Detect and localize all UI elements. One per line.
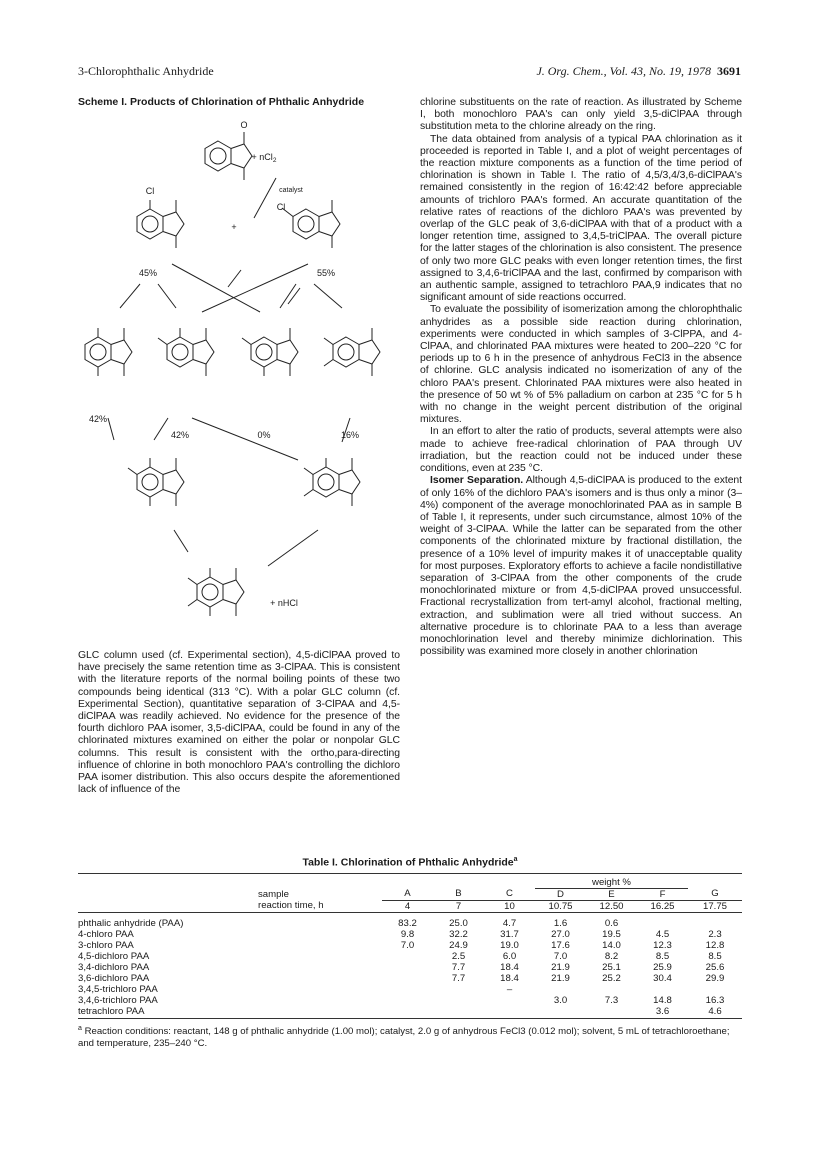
weight-value-cell: 25.2 bbox=[602, 972, 621, 984]
table-spacer-cell bbox=[258, 951, 382, 962]
sample-id-cell: D bbox=[535, 888, 586, 900]
weight-value-cell bbox=[484, 995, 535, 1006]
weight-value-cell: 7.0 bbox=[400, 939, 415, 951]
table-1 bbox=[78, 856, 742, 1050]
sample-label: sample bbox=[258, 888, 289, 900]
3-4-5-trichloro-paa-molecule bbox=[304, 458, 360, 506]
weight-value-cell: 7.7 bbox=[451, 972, 466, 984]
scheme-yield-34: 42% bbox=[170, 430, 190, 440]
weight-value-cell: 8.5 bbox=[708, 950, 722, 962]
weight-value-cell: 21.9 bbox=[551, 961, 570, 973]
scheme-hcl-product: + nHCl bbox=[270, 598, 298, 608]
table-grid bbox=[78, 874, 742, 1017]
compound-name: 3,6-dichloro PAA bbox=[78, 972, 150, 984]
sample-id-cell: A bbox=[382, 888, 433, 900]
scheme-3cl-chlorine: Cl bbox=[145, 186, 155, 196]
weight-value-cell: 19.5 bbox=[602, 928, 621, 940]
weight-value-cell bbox=[382, 1006, 433, 1017]
table-row bbox=[78, 929, 742, 940]
table-row bbox=[78, 951, 742, 962]
weight-value-cell bbox=[433, 1006, 484, 1017]
weight-value-cell bbox=[535, 984, 586, 995]
table-row bbox=[78, 995, 742, 1006]
scheme-yield-3cl: 45% bbox=[138, 268, 158, 278]
4-chloro-paa-molecule bbox=[282, 200, 340, 248]
weight-value-cell: 25.6 bbox=[705, 961, 725, 973]
weight-value-cell: 3.0 bbox=[553, 994, 568, 1006]
table-spacer-cell bbox=[258, 995, 382, 1006]
reaction-time-cell: 4 bbox=[404, 900, 411, 912]
scheme-yield-35: 0% bbox=[257, 430, 271, 440]
left-paragraph-1: GLC column used (cf. Experimental section), 4,5-diClPAA proved to have precisely the same retention time as 3-ClPAA. This is consistent with the literature reports of the normal boiling points of these two compounds being identical (313 °C). With a polar GLC column (cf. Experimental Section), quantitative separation of 3-ClPAA and 4,5-diClPAA was readily achieved. No evidence for the presence of the fourth dichloro PAA isomer, 3,5-diClPAA, could be found in any of the chlorinated mixtures examined on either the polar or nonpolar GLC columns. This result is consistent with the ortho,para-directing influence of chlorine in both monochloro PAA's controlling the dichloro PAA isomer distribution. This also occurs despite the aforementioned lack of influence of the bbox=[78, 650, 400, 796]
weight-value-cell: 4.7 bbox=[502, 917, 517, 929]
scheme-catalyst: catalyst bbox=[279, 187, 303, 194]
4-5-dichloro-paa-molecule bbox=[324, 328, 380, 376]
compound-name: 3,4-dichloro PAA bbox=[78, 961, 150, 973]
table-spacer-cell bbox=[258, 918, 382, 929]
weight-value-cell: 6.0 bbox=[502, 950, 517, 962]
scheme-reagent: + nCl$_2$ bbox=[251, 152, 277, 164]
3-4-dichloro-paa-molecule bbox=[158, 328, 214, 376]
weight-value-cell bbox=[382, 962, 433, 973]
weight-value-cell bbox=[382, 951, 433, 962]
sample-id-cell: E bbox=[586, 888, 637, 900]
scheme-yield-45: 16% bbox=[340, 430, 360, 440]
weight-value-cell: 14.0 bbox=[602, 939, 621, 951]
right-paragraph-3: To evaluate the possibility of isomerization among the chlorophthalic anhydrides as a possible side reaction during chlorination, experiments were conducted in which samples of 3-ClPPA, and 4-ClPAA, and chlorinated PAA mixtures were heated to 200–220 °C for periods up to 6 h in the presence of anhydrous FeCl3 in the absence of chlorine. GLC analysis indicated no isomerization of any of the chloro PAA's present. Chlorinated PAA mixtures were also heated in the presence of 50 wt % of 5% palladium on carbon at 235 °C for 5 h with no change in the weight percent distribution of the original mixtures. bbox=[420, 304, 742, 426]
weight-value-cell bbox=[433, 984, 484, 995]
right-paragraph-5 bbox=[420, 475, 742, 658]
table-row bbox=[78, 1006, 742, 1017]
isomer-separation-heading: Isomer Separation. bbox=[430, 475, 524, 487]
table-row bbox=[78, 973, 742, 984]
weight-value-cell bbox=[688, 984, 742, 995]
right-paragraph-2: The data obtained from analysis of a typical PAA chlorination as it proceeded is reported in Table I, and a plot of weight percentages of the reaction mixture components as a function of the time period of chlorination is shown in Table I. The ratio of 4,5/3,4/3,6-diClPAA's remained consistently in the region of 16:42:42 before appreciable amounts of trichloro PAA's formed. An accurate quantitation of the relative rates of reactions of the dichloro PAA's was prevented by overlap of the GLC peak of 3,6-diClPAA with that of a product with a longer retention time, assigned to 3,4,5-triClPAA. The overall picture for the latter stages of the chlorination is also consistent. The presence of only two more GLC peaks with even longer retention times, the first assigned to 3,4,6-triClPAA and the last, confirmed by comparison with an authentic sample, assigned to tetrachloro PAA,9 indicates that no significant amount of side reactions occurred. bbox=[420, 133, 742, 304]
weight-value-cell: 9.8 bbox=[400, 928, 415, 940]
weight-value-cell: 32.2 bbox=[449, 928, 468, 940]
compound-name: tetrachloro PAA bbox=[78, 1005, 145, 1017]
scheme-yield-4cl: 55% bbox=[316, 268, 336, 278]
sample-id-cell: B bbox=[433, 888, 484, 900]
reaction-time-cell: 7 bbox=[455, 900, 462, 912]
weight-value-cell bbox=[637, 918, 688, 929]
weight-value-cell bbox=[382, 995, 433, 1006]
page-number: 3691 bbox=[717, 64, 741, 78]
table-spacer-cell bbox=[258, 984, 382, 995]
reaction-time-cell: 16.25 bbox=[650, 900, 675, 912]
weight-value-cell: 18.4 bbox=[500, 972, 519, 984]
weight-value-cell: 7.7 bbox=[451, 961, 466, 973]
scheme-yield-36: 42% bbox=[88, 414, 108, 424]
table-bottom-rule bbox=[78, 1018, 742, 1019]
weight-value-cell: 83.2 bbox=[398, 917, 417, 929]
weight-value-cell: 25.0 bbox=[449, 917, 468, 929]
3-chloro-paa-molecule bbox=[137, 200, 184, 248]
reaction-time-cell: 17.75 bbox=[702, 900, 727, 912]
weight-value-cell: 25.9 bbox=[653, 961, 672, 973]
compound-name: 3,4,5-trichloro PAA bbox=[78, 983, 158, 995]
right-column bbox=[420, 97, 742, 658]
right-paragraph-1: chlorine substituents on the rate of reaction. As illustrated by Scheme I, both monochloro PAA's can only yield 3,5-diClPAA through substitution meta to the chlorine already on the ring. bbox=[420, 97, 742, 133]
weight-value-cell: 17.6 bbox=[551, 939, 570, 951]
table-weight-header-row bbox=[78, 874, 742, 889]
compound-name: 4,5-dichloro PAA bbox=[78, 950, 150, 962]
sample-id-cell: G bbox=[688, 888, 742, 900]
right-paragraph-4: In an effort to alter the ratio of products, several attempts were also made to achieve free-radical chlorination of PAA through UV irradiation, but the reaction could not be induced under these conditions, even at 235 °C. bbox=[420, 426, 742, 475]
weight-value-cell: 12.3 bbox=[653, 939, 672, 951]
weight-value-cell: 4.5 bbox=[655, 928, 670, 940]
weight-value-cell: 4.6 bbox=[708, 1005, 722, 1017]
reaction-scheme bbox=[78, 112, 400, 642]
table-row bbox=[78, 962, 742, 973]
weight-value-cell: 12.8 bbox=[705, 939, 725, 951]
isomer-separation-text: Although 4,5-diClPAA is produced to the extent of only 16% of the dichloro PAA's isomers and is thus only a minor (3–4%) component of the average monochlorinated PAA as in sample B of Table I, it represents, under such circumstance, almost 10% of the weight of 3-ClPAA. While the latter can be separated from the other components of the chlorinated mixture by fractional distillation, the presence of a 10% level of impurity makes it of unacceptable quality for most purposes. Exploratory efforts to achieve a facile nondistillative separation of 3-ClPAA from the other components of the crude monochlorinated mixture or from 4,5-diClPAA proved unsuccessful. Fractional recrystallization from tert-amyl alcohol, fractional melting, extraction, and sublimation were all tried without success. An alternative procedure is to chlorinate PAA to a less than average monochlorination level and thereby minimize dichlorination. This possibility was examined more closely in another chlorination bbox=[420, 475, 742, 658]
scheme-plus: + bbox=[231, 222, 237, 232]
table-row bbox=[78, 940, 742, 951]
reaction-time-cell: 10.75 bbox=[548, 900, 573, 912]
weight-value-cell: 29.9 bbox=[705, 972, 725, 984]
reaction-time-label: reaction time, h bbox=[258, 900, 324, 912]
weight-value-cell: 3.6 bbox=[655, 1005, 670, 1017]
weight-value-cell: 25.1 bbox=[602, 961, 621, 973]
compound-name: phthalic anhydride (PAA) bbox=[78, 917, 184, 929]
weight-value-cell: 2.3 bbox=[708, 928, 722, 940]
running-title: 3-Chlorophthalic Anhydride bbox=[78, 64, 214, 78]
table-spacer-cell bbox=[258, 1006, 382, 1017]
weight-value-cell bbox=[688, 918, 742, 929]
weight-value-cell: 30.4 bbox=[653, 972, 672, 984]
compound-name: 3-chloro PAA bbox=[78, 939, 134, 951]
table-row bbox=[78, 918, 742, 929]
weight-value-cell: 2.5 bbox=[451, 950, 466, 962]
weight-value-cell: 0.6 bbox=[604, 917, 619, 929]
weight-value-cell bbox=[637, 984, 688, 995]
weight-value-cell bbox=[484, 1006, 535, 1017]
weight-value-cell: 14.8 bbox=[653, 994, 672, 1006]
scheme-title: Scheme I. Products of Chlorination of Phthalic Anhydride bbox=[78, 96, 365, 108]
weight-value-cell: 31.7 bbox=[500, 928, 519, 940]
weight-value-cell: 7.3 bbox=[604, 994, 619, 1006]
weight-value-cell: 21.9 bbox=[551, 972, 570, 984]
compound-name: 3,4,6-trichloro PAA bbox=[78, 994, 158, 1006]
left-column bbox=[78, 650, 400, 796]
weight-value-cell: 8.2 bbox=[604, 950, 619, 962]
table-sample-row bbox=[78, 888, 742, 900]
reaction-time-cell: 12.50 bbox=[599, 900, 624, 912]
reaction-time-cell: 10 bbox=[504, 900, 515, 912]
weight-value-cell bbox=[382, 973, 433, 984]
3-5-dichloro-paa-molecule bbox=[242, 328, 298, 376]
journal-name: J. Org. Chem., Vol. 43, No. 19, 1978 bbox=[536, 64, 711, 78]
3-4-6-trichloro-paa-molecule bbox=[128, 458, 184, 506]
weight-value-cell bbox=[586, 984, 637, 995]
weight-value-cell: 24.9 bbox=[449, 939, 468, 951]
weight-value-cell: 1.6 bbox=[553, 917, 568, 929]
table-spacer-cell bbox=[258, 940, 382, 951]
weight-value-cell bbox=[382, 984, 433, 995]
weight-value-cell: 18.4 bbox=[500, 961, 519, 973]
weight-value-cell bbox=[535, 1006, 586, 1017]
scheme-paa-oxygen: O bbox=[240, 120, 248, 130]
compound-name: 4-chloro PAA bbox=[78, 928, 134, 940]
weight-value-cell: 19.0 bbox=[500, 939, 519, 951]
table-row bbox=[78, 984, 742, 995]
scheme-4cl-chlorine: Cl bbox=[276, 202, 286, 212]
tetrachloro-paa-molecule bbox=[188, 568, 244, 616]
3-6-dichloro-paa-molecule bbox=[85, 328, 132, 376]
sample-id-cell: F bbox=[637, 888, 688, 900]
weight-value-cell: 8.5 bbox=[655, 950, 670, 962]
table-time-row bbox=[78, 900, 742, 912]
table-title: Table I. Chlorination of Phthalic Anhydride$^a$ bbox=[302, 856, 518, 869]
paa-molecule bbox=[205, 132, 252, 180]
journal-citation bbox=[536, 64, 741, 79]
table-spacer-cell bbox=[258, 973, 382, 984]
weight-percent-header: weight % bbox=[535, 874, 688, 889]
table-spacer-cell bbox=[258, 962, 382, 973]
weight-value-cell bbox=[586, 1006, 637, 1017]
table-footnote: $^a$ Reaction conditions: reactant, 148 g of phthalic anhydride (1.00 mol); catalyst, 2.0 g of anhydrous FeCl3 (0.012 mol); solvent, 5 mL of tetrachloroethane; and temperature, 235–240 °C. bbox=[78, 1024, 730, 1049]
weight-value-cell bbox=[433, 995, 484, 1006]
sample-id-cell: C bbox=[484, 888, 535, 900]
weight-value-cell: 7.0 bbox=[553, 950, 568, 962]
weight-value-cell: 16.3 bbox=[705, 994, 725, 1006]
weight-value-cell: – bbox=[506, 983, 513, 995]
weight-value-cell: 27.0 bbox=[551, 928, 570, 940]
table-spacer-cell bbox=[258, 929, 382, 940]
